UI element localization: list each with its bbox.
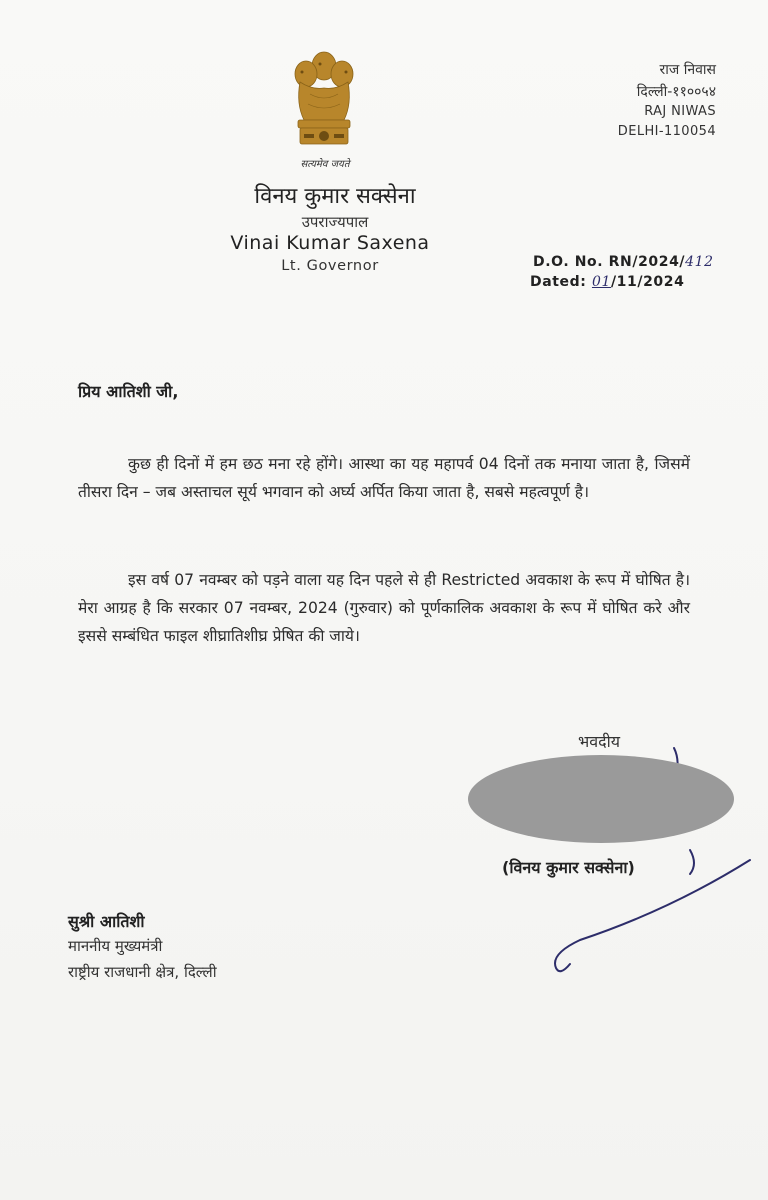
- salutation: प्रिय आतिशी जी,: [78, 382, 179, 401]
- sender-name-english: Vinai Kumar Saxena: [230, 232, 430, 254]
- state-emblem-icon: [286, 44, 362, 154]
- closing: भवदीय: [578, 732, 621, 751]
- recipient-location: राष्ट्रीय राजधानी क्षेत्र, दिल्ली: [68, 963, 217, 981]
- body-paragraph-2: इस वर्ष 07 नवम्बर को पड़ने वाला यह दिन पहले से ही Restricted अवकाश के रूप में घोषित है। मेरा आग्रह है कि सरकार 07 नवम्बर, 2024 (गुरुवार) को पूर्णकालिक अवकाश के रूप में घोषित करे और इससे सम्बंधित फाइल शीघ्रातिशीघ्र प्रेषित की जाये।: [78, 571, 690, 645]
- emblem-motto: सत्यमेव जयते: [300, 159, 350, 170]
- date-rest: /11/2024: [610, 274, 685, 290]
- recipient-designation: माननीय मुख्यमंत्री: [68, 937, 163, 955]
- date-label: Dated:: [530, 274, 592, 290]
- do-number: [533, 254, 714, 270]
- sender-title-english: Lt. Governor: [281, 258, 379, 274]
- recipient-name: सुश्री आतिशी: [68, 912, 145, 931]
- sender-name-hindi: विनय कुमार सक्सेना: [254, 184, 416, 209]
- body-paragraph-1: कुछ ही दिनों में हम छठ मना रहे होंगे। आस्था का यह महापर्व 04 दिनों तक मनाया जाता है, जिसमें तीसरा दिन – जब अस्ताचल सूर्य भगवान को अर्घ्य अर्पित किया जाता है, सबसे महत्वपूर्ण है।: [78, 455, 690, 501]
- address-city-english: DELHI-110054: [617, 124, 716, 139]
- do-number-label: D.O. No. RN/2024/: [533, 254, 686, 270]
- address-line-hindi: राज निवास: [659, 62, 716, 78]
- address-city-hindi: दिल्ली-११००५४: [636, 84, 716, 100]
- letter-date: [530, 274, 684, 290]
- address-line-english: RAJ NIWAS: [644, 104, 716, 119]
- do-number-handwritten: 412: [685, 254, 714, 270]
- sender-title-hindi: उपराज्यपाल: [301, 213, 369, 231]
- redacted-signature: [468, 755, 734, 843]
- date-day-handwritten: 01: [591, 274, 611, 290]
- signatory-name: (विनय कुमार सक्सेना): [502, 858, 635, 877]
